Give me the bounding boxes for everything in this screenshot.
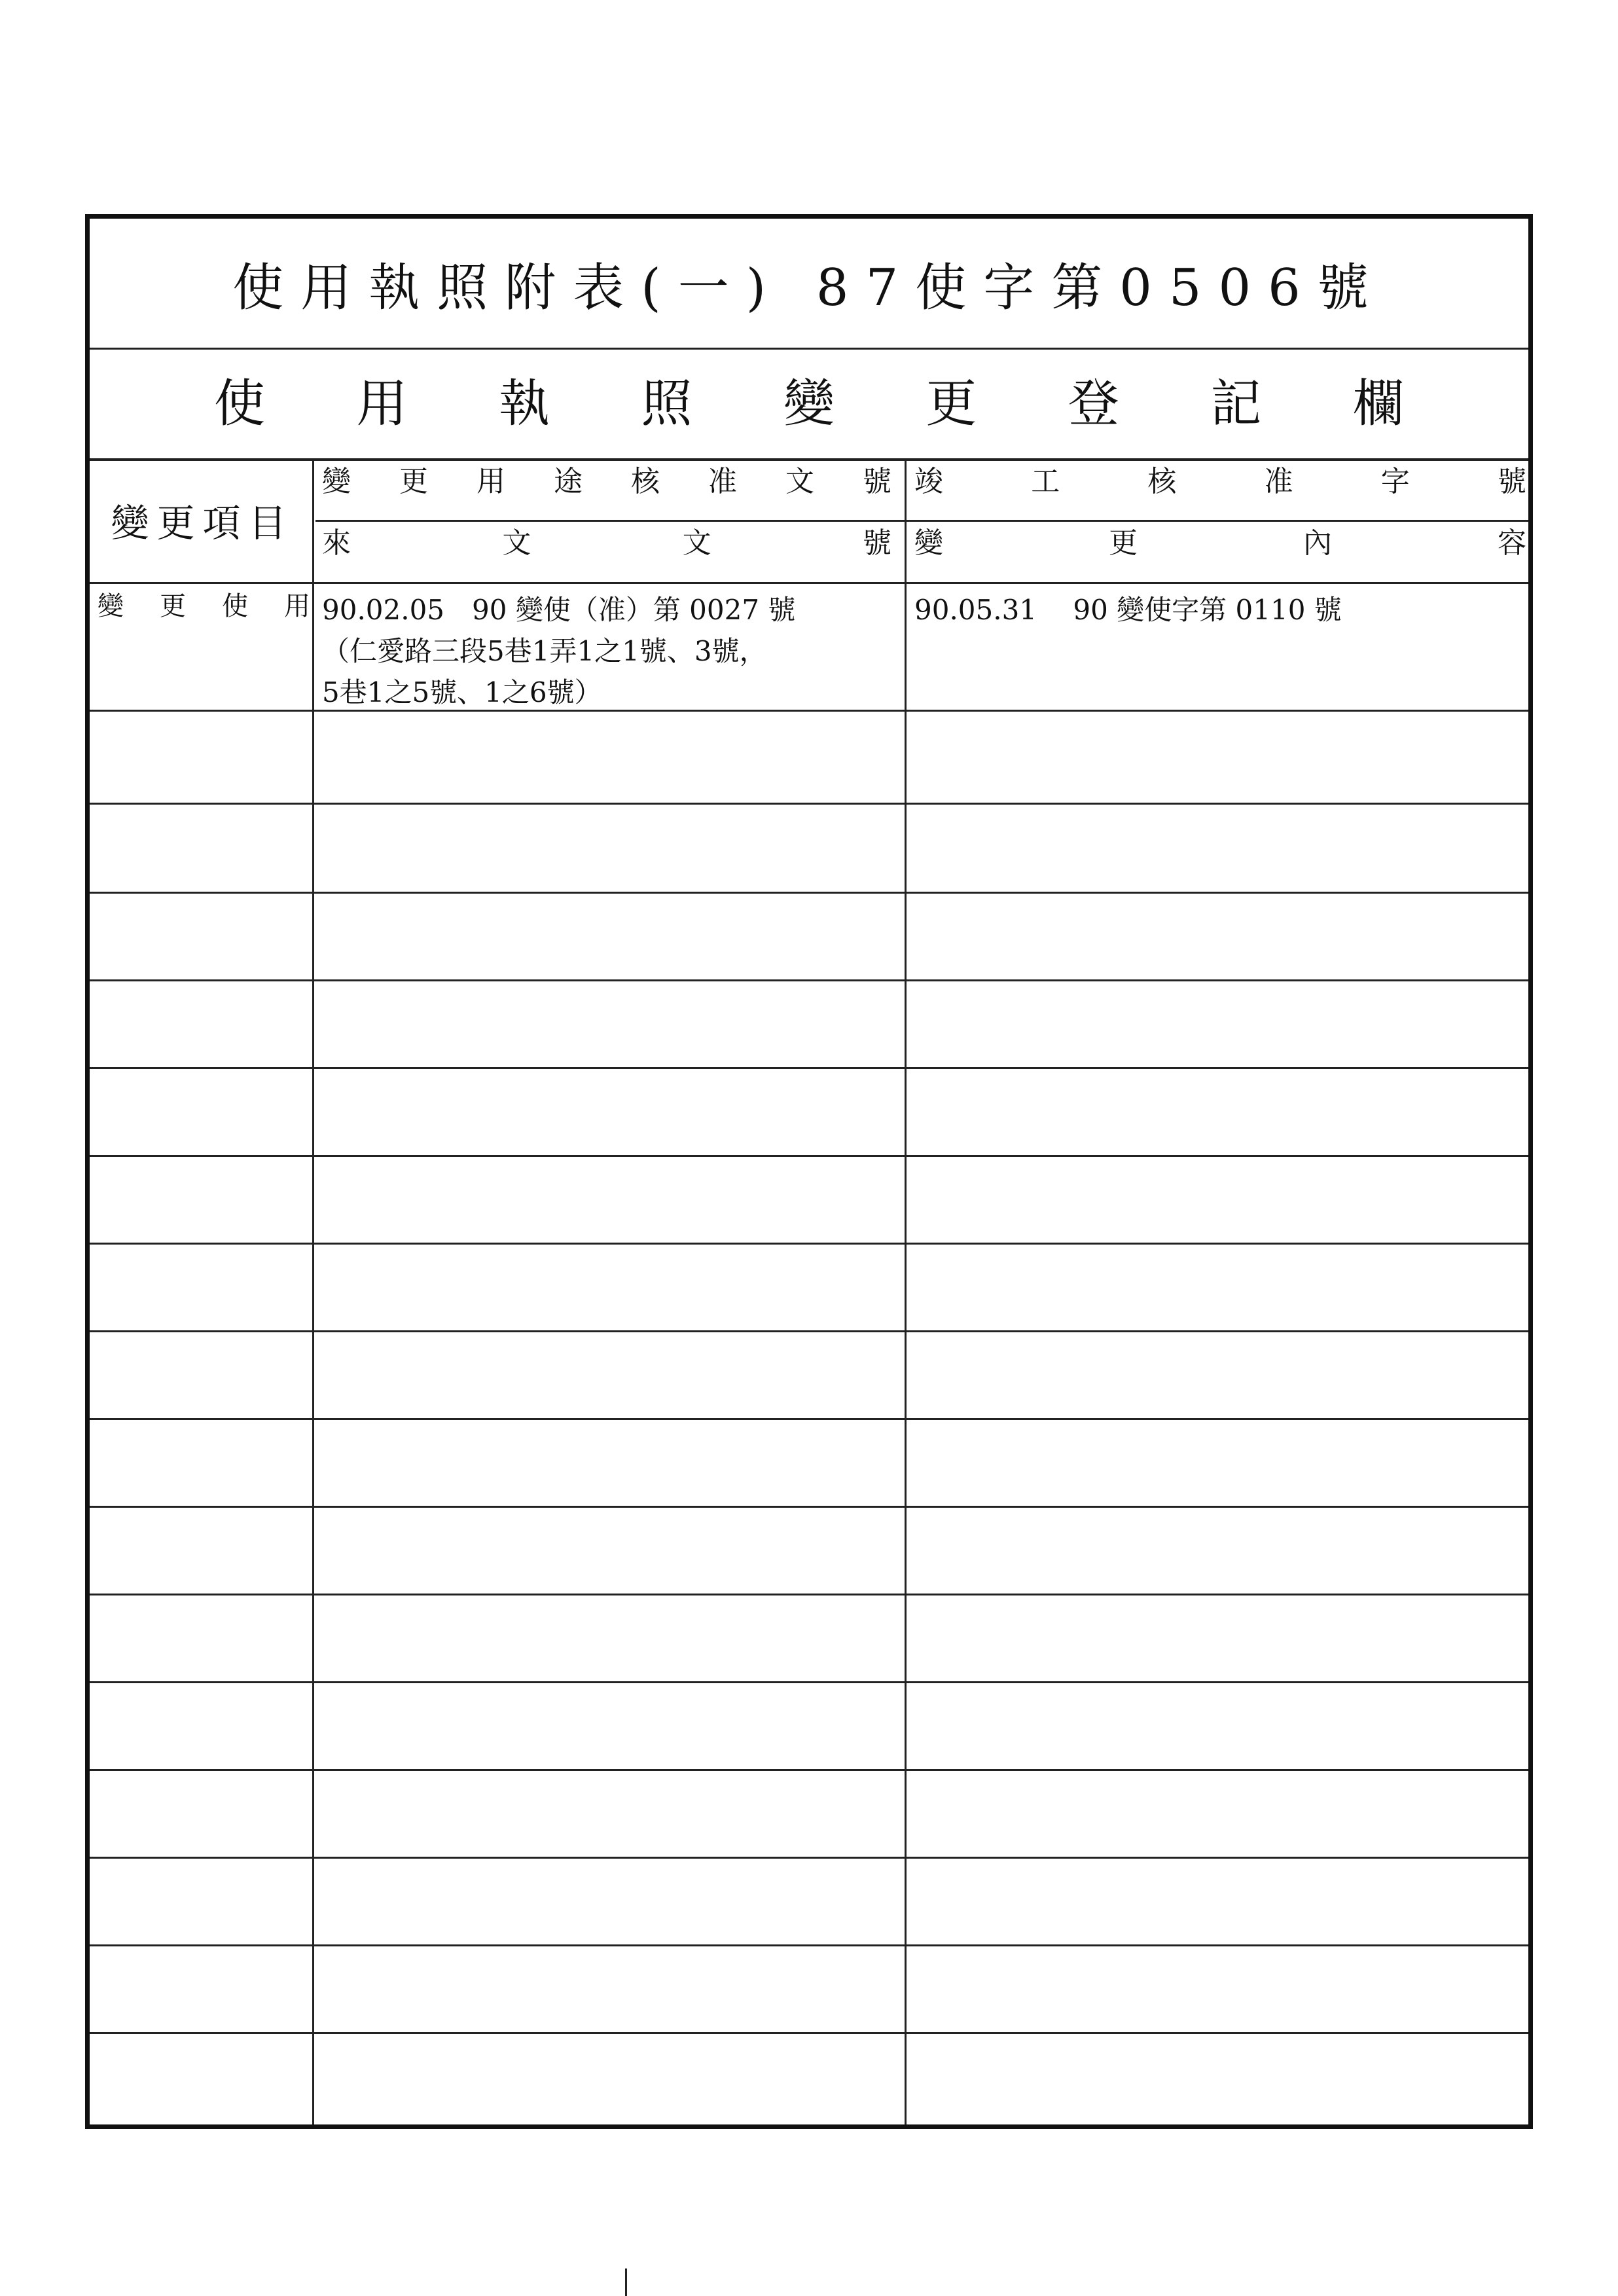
incoming-doc-header (322, 526, 891, 561)
header-char: 號 (863, 465, 891, 498)
incoming-doc-header-chars (322, 526, 891, 561)
row-1-item-chars (98, 591, 310, 622)
subtitle-char: 使 (214, 374, 266, 433)
row-1-item (98, 591, 310, 622)
item-char: 用 (284, 591, 310, 621)
row-rule (90, 1681, 1528, 1683)
subtitle-row (90, 350, 1528, 461)
header-char: 容 (1498, 526, 1526, 560)
subtitle-char: 登 (1068, 374, 1119, 433)
registration-grid (90, 461, 1528, 2124)
header-char: 變 (914, 526, 943, 560)
completion-approval-header (914, 465, 1526, 500)
row-1-doc-line: 5巷1之5號、1之6號） (322, 676, 602, 708)
header-char: 核 (631, 465, 660, 498)
subtitle-char: 欄 (1352, 374, 1404, 433)
header-char: 變 (322, 465, 351, 498)
row-rule (90, 1506, 1528, 1508)
change-content-header (914, 526, 1526, 561)
row-rule (90, 979, 1528, 981)
header-subdivider (315, 520, 1528, 522)
header-char: 文 (502, 526, 531, 560)
header-char: 號 (862, 526, 891, 560)
item-char: 使 (222, 591, 248, 621)
header-char: 用 (476, 465, 505, 498)
subtitle-char: 用 (356, 374, 408, 433)
row-1-doc-line: （仁愛路三段5巷1弄1之1號、3號， (322, 635, 767, 667)
row-1-change-line: 90.05.31 90 變使字第 0110 號 (914, 594, 1342, 626)
subtitle-char: 記 (1210, 374, 1262, 433)
row-rule (90, 1155, 1528, 1157)
row-rule (90, 1944, 1528, 1946)
header-char: 更 (1109, 526, 1138, 560)
row-rule (90, 803, 1528, 805)
change-item-header: 變更項目 (111, 501, 295, 545)
license-attachment-sheet (85, 214, 1533, 2129)
header-char: 內 (1303, 526, 1332, 560)
subtitle-char: 照 (641, 374, 692, 433)
subtitle-char: 變 (783, 374, 835, 433)
header-char: 途 (554, 465, 583, 498)
row-rule (90, 1067, 1528, 1069)
row-rule (90, 2032, 1528, 2034)
header-char: 號 (1497, 465, 1526, 498)
header-char: 竣 (914, 465, 943, 498)
header-char: 准 (708, 465, 737, 498)
header-char: 工 (1031, 465, 1060, 498)
row-rule (90, 892, 1528, 894)
row-rule (90, 710, 1528, 712)
header-char: 核 (1147, 465, 1177, 498)
header-bottom-rule (90, 582, 1528, 584)
header-char: 文 (785, 465, 814, 498)
title-row (90, 219, 1528, 350)
approval-doc-header-chars (322, 465, 891, 500)
page-edge-mark (625, 2269, 627, 2296)
row-rule (90, 1330, 1528, 1332)
row-rule (90, 1594, 1528, 1595)
completion-approval-header-chars (914, 465, 1526, 500)
subtitle-char: 更 (926, 374, 977, 433)
document-title: 使用執照附表(一) 87使字第0506號 (232, 258, 1386, 318)
approval-doc-header (322, 465, 891, 500)
change-content-header-chars (914, 526, 1526, 561)
row-1-change-content (914, 589, 1342, 630)
header-char: 文 (682, 526, 711, 560)
row-rule (90, 1857, 1528, 1859)
header-char: 字 (1380, 465, 1410, 498)
row-1-document (322, 589, 795, 713)
header-char: 准 (1264, 465, 1293, 498)
row-1-doc-line: 90.02.05 90 變使（准）第 0027 號 (322, 594, 796, 626)
subtitle-char: 執 (498, 374, 550, 433)
item-char: 變 (98, 591, 124, 621)
row-rule (90, 1243, 1528, 1245)
row-rule (90, 1418, 1528, 1420)
header-char: 更 (399, 465, 428, 498)
item-char: 更 (160, 591, 186, 621)
row-rule (90, 1769, 1528, 1771)
header-char: 來 (322, 526, 351, 560)
